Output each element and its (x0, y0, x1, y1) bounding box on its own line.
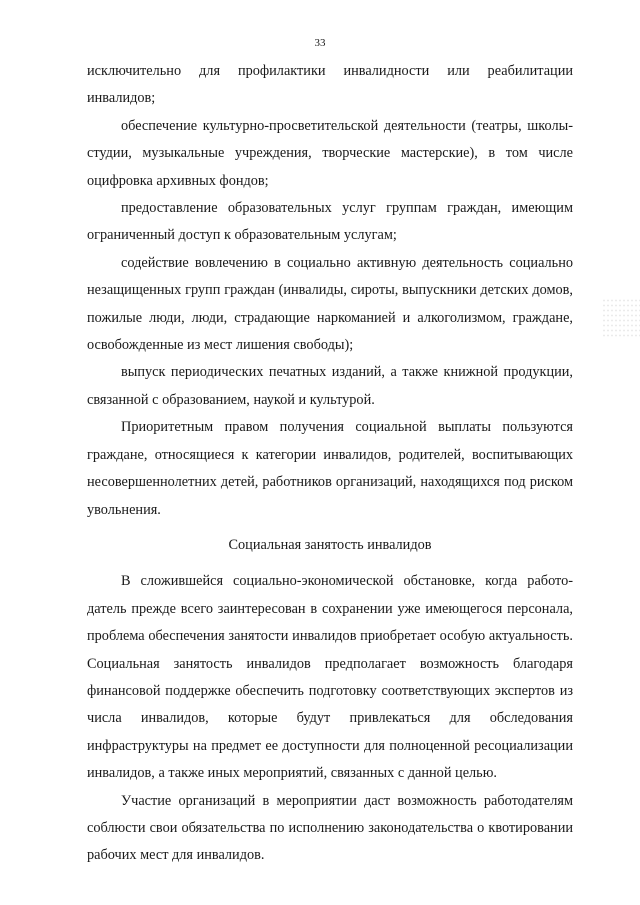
paragraph-employment: В сложившейся социально-экономической обстановке, когда работодатель прежде всего заинтересован в сохранении уже имеющегося персонала, проблема обеспечения занятости инвалидов приобретает особую актуальность. Социальная занятость инвалидов предполагает возможность благодаря финансовой поддержке обеспечить подготовку соответствующих экспертов из числа инвалидов, которые будут привлекаться для обследования инфраструктуры на предмет ее доступности для полноценной ресоциализации инвалидов, а также иных мероприятий, связанных с данной целью. (87, 573, 573, 782)
paragraph-priority-right: Приоритетным правом получения социальной выплаты пользуются граждане, относящиеся к категории инвалидов, родителей, воспитывающих несовершеннолетних детей, работников организаций, находящихся под риском увольнения. (87, 419, 573, 518)
section-heading: Социальная занятость инвалидов (228, 536, 432, 553)
scan-speckle (602, 298, 640, 338)
paragraph-prevention: исключительно для профилактики инвалидности или реабилитации инвалидов; (87, 63, 573, 107)
paragraph-participation: Участие организаций в мероприятии даст возможность работодателям соблюсти свои обязательства по исполнению законодательства о квотировании рабочих мест для инвалидов. (87, 792, 573, 864)
paragraph-publishing: выпуск периодических печатных изданий, а также книжной продукции, связанной с образованием, наукой и культурой. (87, 364, 573, 408)
paragraph-education: предоставление образовательных услуг группам граждан, имеющим ограниченный доступ к образовательным услугам; (87, 200, 573, 244)
page-number: 33 (314, 37, 326, 49)
paragraph-culture: обеспечение культурно-просветительской деятельности (театры, школы-студии, музыкальные учреждения, творческие мастерские), в том числе оцифровка архивных фондов; (87, 117, 573, 189)
body-text (87, 58, 573, 870)
paragraph-social-involvement: содействие вовлечению в социально активную деятельность социально незащищенных групп граждан (инвалиды, сироты, выпускники детских домов, пожилые люди, люди, страдающие наркоманией и алкоголизмом, граждане, освобожденные из мест лишения свободы); (87, 254, 573, 354)
